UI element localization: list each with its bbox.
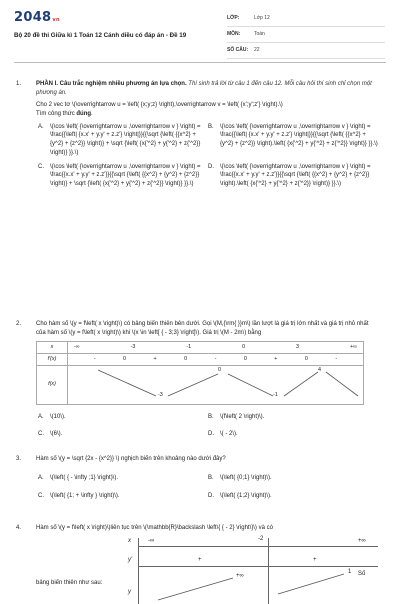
divider (14, 62, 386, 63)
question-stem: Cho hàm số \(y = f\left( x \right)\) có bảng biến thiên bên dưới. Gọi \(M,{\rm{ }}m\) lần lượt là giá trị lớn nhất và giá trị nhỏ nhất của hàm số \(y = f\left( x \right)\) khi \(x \in \left[ { - 3;3} \right]\). Giá trị \(M - 2m\) bằng (36, 321, 369, 336)
option-b[interactable]: B. \(\cos \left( {\overrightarrow u ,\overrightarrow v } \right) = \frac{{\left| {x.x' + y.y' + z.z'} \right|}}{{\sqrt {\left( {{x^2} + {y^2} + {z^2}} \right).\left( {x{'^2} + y{'^2} + z{'^2}} \right)} }}.\) (208, 123, 378, 148)
answer-options (38, 474, 379, 501)
part-instruction: Thí sinh trả lời từ câu 1 đến câu 12. Mỗi câu hỏi thí sinh chỉ chọn một phương án. (36, 81, 372, 96)
question-stem: Cho 2 vec tơ \(\overrightarrow u = \left( {x;y;z} \right),\overrightarrow v = \left( {x';y';z'} \right).\) (36, 102, 283, 109)
site-logo[interactable]: 2048vn (14, 10, 60, 25)
question-4: 4. Hàm số \(y = f\left( x \right)\)liên tục trên \(\mathbb{R}\backslash \left\{ { - 2} \right\}\) và có bảng biến thiên như sau: (24, 524, 379, 587)
question-2: 2. Cho hàm số \(y = f\left( x \right)\) có bảng biến thiên bên dưới. Gọi \(M,{\rm{ }}m\) lần lượt là giá trị lớn nhất và giá trị nhỏ nhất của hàm số \(y = f\left( x \right)\) khi \(x \in \left[ { - 3;3} \right]\). Giá trị \(M - 2m\) bằng x -∞ -3 -1 0 3 +∞ f'(x) - 0 + 0 - 0 + 0 - f(x) -3 0 -1 4 A. \(10\). B. \(f\left( 2 \right)\). C. \(6\). D. \( - 2\). (24, 320, 379, 439)
meta-row-count: SỐ CÂU: 22 (227, 43, 385, 59)
option-d[interactable]: D. \(\left( {1;2} \right)\). (208, 493, 272, 500)
option-c[interactable]: C. \(6\). (38, 431, 63, 438)
meta-row-subject: MÔN: Toán (227, 27, 385, 43)
part-heading: PHẦN I. Câu trắc nghiệm nhiều phương án lựa chọn. (36, 81, 187, 87)
option-a[interactable]: A. \(\cos \left( {\overrightarrow u ,\overrightarrow v } \right) = \frac{{\left| {x.x' + y.y' + z.z'} \right|}}{{\sqrt {\left( {{x^2} + {y^2} + {z^2}} \right)} + \sqrt {\left( {x{'^2} + y{'^2} + z{'^2}} \right)} }}.\) (38, 123, 201, 156)
option-c[interactable]: C. \(\left( {1; + \infty } \right)\). (38, 493, 120, 500)
option-b[interactable]: B. \(\left( {0;1} \right)\). (208, 474, 272, 481)
variation-table-2: x -∞ -2 +∞ y' + + y +∞ 1 (118, 534, 388, 604)
variation-arrows (68, 366, 366, 402)
option-d[interactable]: D. \(\cos \left( {\overrightarrow u ,\overrightarrow v } \right) = \frac{{x.x' + y.y' + z.z'}}{{\sqrt {\left( {{x^2} + {y^2} + {z^2}} \right).\left( {x{'^2} + y{'^2} + z{'^2}} \right)} }}.\) (208, 163, 371, 187)
question-3: 3. Hàm số \(y = \sqrt {2x - {x^2}} \) nghịch biến trên khoảng nào dưới đây? A. \(\left( { - \infty ;1} \right)\). B. \(\left( {0;1} \right)\). C. \(\left( {1; + \infty } \right)\). D. \(\left( {1;2} \right)\). (24, 455, 379, 501)
question-1: 1. PHẦN I. Câu trắc nghiệm nhiều phương án lựa chọn. Thí sinh trả lời từ câu 1 đến câu 12. Mỗi câu hỏi thí sinh chỉ chọn một phương án. Cho 2 vec tơ \(\overrightarrow u = \left( {x;y;z} \right),\overrightarrow v = \left( {x';y';z'} \right).\) Tìm công thức đúng. A. \(\cos \left( {\overrightarrow u ,\overrightarrow v } \right) = \frac{{\left| {x.x' + y.y' + z.z'} \right|}}{{\sqrt {\left( {{x^2} + {y^2} + {z^2}} \right)} + \sqrt {\left( {x{'^2} + y{'^2} + z{'^2}} \right)} }}.\) B. \(\cos \left( {\overrightarrow u ,\overrightarrow v } \right) = \frac{{\left| {x.x' + y.y' + z.z'} \right|}}{{\sqrt {\left( {{x^2} + {y^2} + {z^2}} \right).\left( {x{'^2} + y{'^2} + z{'^2}} \right)} }}.\) C. \(\cos \left( {\overrightarrow u ,\overrightarrow v } \right) = \frac{{x.x' + y.y' + z.z'}}{{\sqrt {\left( {{x^2} + {y^2} + {z^2}} \right)} + \sqrt {\left( {x{'^2} + y{'^2} + z{'^2}} \right)} }}.\) D. \(\cos \left( {\overrightarrow u ,\overrightarrow v } \right) = \frac{{x.x' + y.y' + z.z'}}{{\sqrt {\left( {{x^2} + {y^2} + {z^2}} \right).\left( {x{'^2} + y{'^2} + z{'^2}} \right)} }}.\) (16, 81, 378, 187)
option-c[interactable]: C. \(\cos \left( {\overrightarrow u ,\overrightarrow v } \right) = \frac{{x.x' + y.y' + z.z'}}{{\sqrt {\left( {{x^2} + {y^2} + {z^2}} \right)} + \sqrt {\left( {x{'^2} + y{'^2} + z{'^2}} \right)} }}.\) (38, 163, 201, 187)
answer-options (38, 413, 379, 438)
question-stem: Hàm số \(y = f\left( x \right)\)liên tục trên \(\mathbb{R}\backslash \left\{ { - 2} \right\}\) và có (36, 525, 273, 531)
option-d[interactable]: D. \( - 2\). (208, 431, 238, 438)
answer-options (38, 123, 379, 189)
option-a[interactable]: A. \(10\). (38, 414, 66, 421)
option-a[interactable]: A. \(\left( { - \infty ;1} \right)\). (38, 474, 119, 481)
page-title: Bộ 20 đề thi Giữa kì 1 Toán 12 Cánh diều có đáp án - Đề 19 (14, 32, 187, 39)
variation-table: x -∞ -3 -1 0 3 +∞ f'(x) - 0 + 0 - 0 + 0 - f(x) -3 0 -1 4 (36, 341, 364, 405)
exam-meta (227, 11, 385, 59)
option-b[interactable]: B. \(f\left( 2 \right)\). (208, 414, 265, 421)
question-stem: Hàm số \(y = \sqrt {2x - {x^2}} \) nghịch biến trên khoảng nào dưới đây? (36, 456, 226, 462)
meta-row-class: LỚP: Lớp 12 (227, 11, 385, 27)
variation-arrows-2 (118, 534, 388, 604)
exam-page: 2048vn Bộ 20 đề thi Giữa kì 1 Toán 12 Cánh diều có đáp án - Đề 19 LỚP: Lớp 12 MÔN: Toán SỐ CÂU: 22 1. PHẦN I. Câu trắc nghiệm nhiều phương án lựa chọn. Thí sinh trả lời từ câu 1 đến câu 12. Mỗi câu hỏi thí sinh chỉ chọn một phương án. Cho 2 vec tơ \(\overrightarrow u = \left( {x;y;z} \right),\overrightarrow v = \left( {x';y';z'} \right).\) Tìm công thức đúng. A. \(\cos \left( {\overrightarrow u ,\overrightarrow v } \right) = \frac{{\left| {x.x' + y.y' + z.z'} \right|}}{{\sqrt {\left( {{x^2} + {y^2} + {z^2}} \right)} + \sqrt {\left( {x{'^2} + y{'^2} + z{'^2}} \right)} }}.\) B. \(\cos \left( {\overrightarrow u ,\overrightarrow v } \right) = \frac{{\left| {x.x' + y.y' + z.z'} \right|}}{{\sqrt {\left( {{x^2} + {y^2} + {z^2}} \right).\left( {x{'^2} + y{'^2} + z{'^2}} \right)} }}.\) C. \(\cos \left( {\overrightarrow u ,\overrightarrow v } \right) = \frac{{x.x' + y.y' + z.z'}}{{\sqrt {\left( {{x^2} + {y^2} + {z^2}} \right)} + \sqrt {\left( {x{'^2} + y{'^2} + z{'^2}} \right)} }}.\) D. \(\cos \left( {\overrightarrow u ,\overrightarrow v } \right) = \frac{{x.x' + y.y' + z.z'}}{{\sqrt {\left( {{x^2} + {y^2} + {z^2}} \right).\left( {x{'^2} + y{'^2} + z{'^2}} \right)} }}.\) 2. Cho hàm số \(y = f\left( x \right)\) có bảng biến thiên bên dưới. Gọi \(M,{\rm{ }}m\) lần lượt là giá trị lớn nhất và giá trị nhỏ nhất của hàm số \(y = f\left( x \right)\) khi \(x \in \left[ { - 3;3} \right]\). Giá trị \(M - 2m\) bằng x -∞ -3 -1 0 3 +∞ f'(x) - 0 + 0 - 0 + 0 - f(x) -3 0 -1 4 A. \(10\). B. \(f\left( 2 \right)\). C. \(6\). D. \( - 2\). 3. Hàm số \(y = \sqrt {2x - {x^2}} \) nghịch biến trên khoảng nào dưới đây? A. \(\left( { - \infty ;1} \right)\). B. \(\left( {0;1} \right)\). C. \(\left( {1; + \infty } \right)\). D. \(\left( {1;2} \right)\). 4. Hàm số \(y = f\left( x \right)\)liên tục trên \(\mathbb{R}\backslash \left\{ { - 2} \right\}\) và có bảng biến thiên như sau: Số x -∞ -2 +∞ y' + + y +∞ 1 (0, 0, 400, 600)
